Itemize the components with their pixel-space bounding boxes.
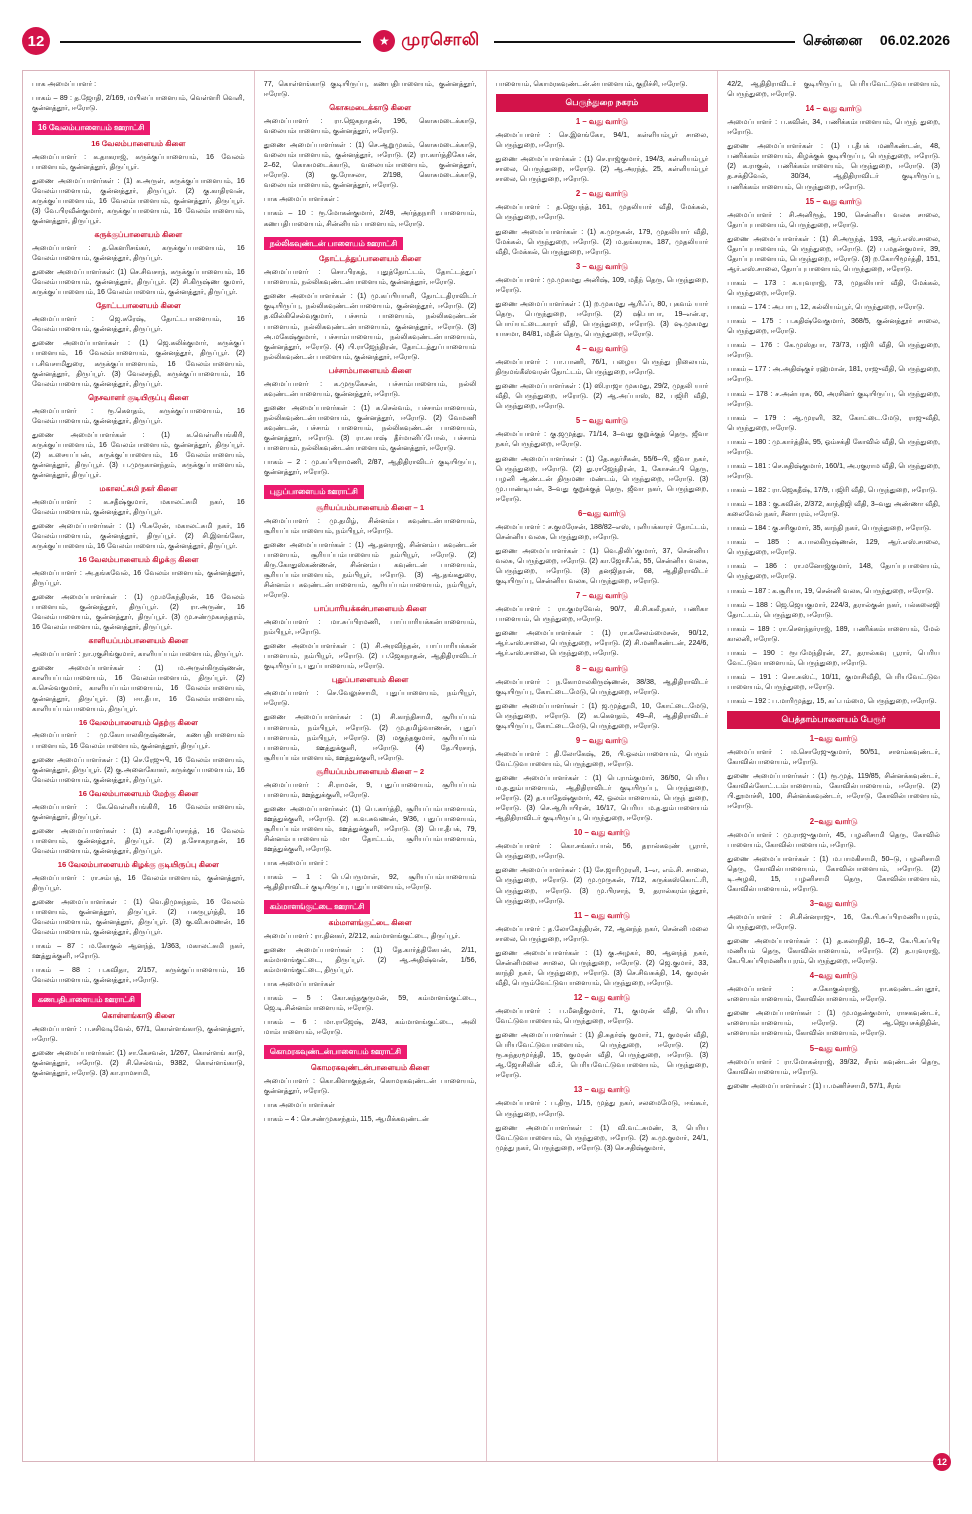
listing-paragraph: பாக அமைப்பாளர் :	[32, 80, 97, 88]
listing-paragraph: அமைப்பாளர் : செ.இளங்கோ, 94/1, கள்ளியம்பூர் சாலை, பெருந்துறை, ஈரோடு.	[495, 131, 709, 150]
listing-paragraph: அமைப்பாளர் : ப.கவின், 34, பணிக்கம்பாளையம், பெருந் துறை, ஈரோடு.	[727, 118, 940, 137]
masthead-rule-left	[60, 41, 361, 43]
listing-paragraph: அமைப்பாளர் : ரூ.கௌதம், கருக்குப்பாளையம், 16 வேலம்பாளையம், குன்னத்தூர், திருப்பூர்.	[32, 406, 245, 425]
listing-paragraph: துணை அமைப்பாளர்கள் : (1) ஜெ.கலிக்குமார், கருக்குப் பாளையம், 16 வேலம்பாளையம், குன்னத்தூர், திருப்பூர். (2) ப.சிவசாமிதுரை, கருக்குப்பாளையம், 16 வேலம்பாளையம், குன்னத்தூர், திருப்பூர். (3) வேலசந்தி, கருக்குப்பாளையம், 16 வேலம்பாளையம், குன்னத்தூர், திருப்பூர்.	[32, 339, 245, 388]
listing-paragraph: துணை அமைப்பாளர்கள் : (1) க.முருகன், 179, முதலியார் வீதி, மேக்கல், பெருந்துறை, ஈரோடு. (2) ம.தங்கராசு, 187, முதலியார் வீதி, மேக்கல், பெருந்துறை, ஈரோடு.	[495, 227, 709, 256]
listing-paragraph: துணை அமைப்பாளர்கள் : (1) வெ.திமுசுந்தம், 16 வேலம் பாளையம், குன்னத்தூர், திருப்பூர். (2) பகருபூர்த்தி, 16 வேலம்பாளையம், குன்னத்தூர், திருப்பூர். (3) கு.வி.சுமணன், 16 வேலம்பாளையம், குன்னத்தூர், திருப்பூர்.	[32, 897, 245, 937]
listing-paragraph: பாகம் – 87 : ம.கோகுல் ஆனந்த், 1/363, மகாலட்சுமி நகர், ஊத்துக்குளி, ஈரோடு.	[32, 942, 245, 961]
ward-heading: 1 – வது வார்டு	[575, 117, 628, 127]
column-3	[486, 71, 718, 1461]
column-2	[254, 71, 486, 1461]
panchayat-heading-label: கணபதிபாளையம் ஊராட்சி	[32, 993, 141, 1007]
listing-paragraph: துணை அமைப்பாளர்கள் : (1) க.செல்வம், பச்சாம்பாளையம், நல்லிகவுண்டன்பாளையம், குன்னத்தூர், ஈரோடு. (2) வேமணி கவுண்டன், பச்சாம் பாளையம், நல்லிகவுண்டன் பாளையம், குன்னத்தூர், ஈரோடு. (3) ரா.சுபாஷ் தீர்மானிப்போல், பச்சாம் பாளையம், நல்லிகவுண்டன்பாளையம், குன்னத்தூர், ஈரோடு.	[263, 403, 477, 452]
panchayat-heading-label: கொமரகவுண்டன்பாளையம் ஊராட்சி	[264, 1045, 407, 1059]
listing-paragraph: துணை அமைப்பாளர்கள் : (1) சே.ஜாரிமுரளி, 1–எ, எம்.சி. சாலை, பெருந்துறை, ஈரோடு. (2) மு.முருகன், 7/12, கருக்கஸ்கொட்.ரி, பெருந்துறை, ஈரோடு. (3) மு.பிரசாந், 9, தரால்கரம்பத்தூர், பெருந்துறை, ஈரோடு.	[495, 866, 709, 905]
listing-paragraph: துணை அமைப்பாளர்கள் : (1) செ.ஆறுமுகம், கொசுமடைக்காடு, வலையம்பாளையம், குன்னத்தூர், ஈரோடு. (2) ரா.கார்த்திகேயன், 2–62, கொசுமடைக்காடு, வலையம்பாளையம், குன்னத்தூர், ஈரோடு. (3) கு.ரோசலா, 2/198, கொசுமடைக்காடு, வலையம்பாளையம், குன்னத்தூர், ஈரோடு.	[263, 141, 477, 190]
listing-paragraph: பாகம் – 1 : பெ.பெருமாள், 92, சூரியப்பம்பாளையம் ஆதிதிராவிடர் குடியிருப்பு, புதுப்பாளையம், ஈரோடு.	[263, 873, 477, 892]
branch-heading: நெசவாளர் குடியிருப்பு கிளை	[88, 392, 189, 402]
town-heading: பெத்தாம்பாளையம் பேரூர்	[727, 711, 940, 729]
ward-heading: 14 – வது வார்டு	[805, 104, 862, 114]
listing-paragraph: அமைப்பாளர் : சொ.பிரகத், புதுத்தோட்டம், தோட்டத்துப் பாளையம், நல்லிகவுண்டன்பாளையம், குன்னத்தூர், ஈரோடு.	[263, 268, 477, 287]
listing-paragraph: பாக அமைப்பாளர்கள்	[263, 1101, 335, 1110]
content-frame	[22, 70, 950, 1467]
listing-paragraph: பாகம் – 187 : க.சூரியா, 19, சென்னி வலசு, பெருந்துறை, ஈரோடு.	[727, 586, 934, 595]
branch-heading: சூரியப்பம்பாளையம் கிளை – 1	[316, 502, 425, 512]
listing-paragraph: அமைப்பாளர் : மா.சுப்பிரமணி, பாப்பாரியக்கன்பாளையம், நம்பியூர், ஈரோடு.	[263, 618, 477, 637]
listing-paragraph: அமைப்பாளர் : கொ.சங்கர்.பால், 56, தரால்கவுண் பூரார், பெருந்துறை, ஈரோடு.	[495, 842, 709, 861]
listing-paragraph: பாகம் – 4 : செ.சண்முகசந்தம், 115, ஆமிக்கவுண்டன்	[263, 1115, 429, 1124]
listing-paragraph: அமைப்பாளர் : மு.ராஜுகுமார், 45, பழனிசாமி தெரு, கோவில் பாளையம், கோவில்பாளையம், ஈரோடு.	[727, 830, 940, 849]
listing-paragraph: பாகம் – 2 : மு.கப்பிராமணி, 2/87, ஆதிதிராவிடர் குடியிருப்பு, குன்னத்தூர், ஈரோடு.	[263, 458, 477, 477]
ward-heading: 10 – வது வார்டு	[573, 828, 631, 838]
listing-paragraph: பாகம் – 173 : க.யுவராஜ், 73, முதலியார் வீதி, மேக்கல், பெருந்துறை, ஈரோடு.	[727, 278, 940, 297]
panchayat-heading-label: நல்லிகவுண்டன் பாளையம் ஊராட்சி	[264, 237, 403, 251]
ward-heading: 11 – வது வார்டு	[573, 910, 630, 920]
edition-date: 06.02.2026	[879, 31, 950, 48]
listing-paragraph: அமைப்பாளர் : ப.சசிவடிவேல், 67/1, கொள்ளங்காடு, குன்னத்தூர், ஈரோடு.	[32, 1025, 245, 1044]
masthead-rule-right	[494, 41, 795, 43]
listing-paragraph: அமைப்பாளர் : ரா.குமரவேல், 90/7, கி.சி.கலீ.நகர், பணிகா பாளையம், பெருந்துறை, ஈரோடு.	[495, 605, 709, 624]
listing-paragraph: பாகம் – 190 : ரூபமேந்திரன், 27, தரால்கவு பூரார், பெரிய வேட்.டுவபாளையம், பெருந்துறை, ஈரோடு.	[727, 648, 940, 667]
listing-paragraph: பாகம் – 179 : ஆ.முரளி, 32, கோட்டை.மேடு, ராஜுவீதி, பெருந்துறை, ஈரோடு.	[727, 413, 940, 432]
branch-heading: 16 வேலம்பாளையம் தெற்கு கிளை	[78, 717, 198, 727]
listing-paragraph: துணை அமைப்பாளர்கள் : (1) ம.அருள்கிருஷ்ணன், காளியப்பம்பாளையம், 16 வேலம்பாளையம், திருப்பூர். (2) க.செல்வகுமார், காளியப்பம்பாளையம், 16 வேலம்பாளையம், குன்னத்தூர், திருப்பூர். (3) ஈா.தீபா, 16 வேலம்பாளையம், காளியப்பம்பாளையம், திருப்பூர்.	[32, 664, 245, 713]
listing-paragraph: துணை அமைப்பாளர்கள் : (1) செ.ராஜ்குமார், 194/3, கள்ளியம்பூர் சாலை, பெருந்துறை, ஈரோடு. (2) ஆ.அரந்த், 25, கள்ளியம்பூர் சாலை, பெருந்துறை, ஈரோடு.	[495, 155, 709, 184]
listing-paragraph: துணை அமைப்பாளர்கள் : (1) தே.கார்த்திகேயன், 2/11, கம்மாளங்குட்டை, திருப்பூர். (2) ஆ.அதிஷ்வன், 1/56, கம்மாளங்குட்டை, திருப்பூர்.	[263, 945, 477, 975]
listing-paragraph: துணை அமைப்பாளர்கள் : (1) க.அருள், கருக்குப்பாளையம், 16 வேலம்பாளையம், குன்னத்தூர், திருப்பூர். (2) கு.காதிரவன், கருக்குப்பாளையம், 16 வேலம்பாளையம், குன்னத்தூர், திருப்பூர். (3) வே.பிரவீன்குமார், கருக்குப்பாளையம், 16 வேலம்பாளையம், குன்னத்தூர், திருப்பூர்.	[32, 176, 245, 226]
listing-paragraph: பாகம் – 191 : சொ.சுஸ்ட், 10/11, குமாசிவீதி, பெரியவேட்.டுவ பாளையம், பெருந்துறை, ஈரோடு.	[727, 672, 940, 691]
newspaper-page	[0, 14, 972, 1514]
listing-paragraph: துணை அமைப்பாளர்கள் : (1) ரா.கசேலம்மைசன், 90/12, ஆர்.எஸ்.சாலை, பெருந்துறை, ஈரோடு. (2) சி.மணிகண்டன், 224/6, ஆர்.எஸ்.சாலை, பெருந்துறை, ஈரோடு.	[495, 629, 709, 658]
panchayat-heading-label: 16 வேலம்பாளையம் ஊராட்சி	[32, 121, 150, 135]
listing-paragraph: பாகம் – 180 : மு.கார்த்திக், 95, ஓம்சக்தி கோவில் வீதி, பெருந்துறை, ஈரோடு.	[727, 437, 940, 456]
panchayat-heading	[32, 989, 245, 1009]
listing-paragraph: துணை அமைப்பாளர்கள் : (1) ற.முகமது ஆரிஃப், 80, புகவம் யார் தெரு, பெருந்துறை, ஈரோடு. (2) ஷி.பாபா, 19–என்.ஏ, பொய்யட்டை.காரர் வீதி, பெருந்துறை, ஈரோடு. (3) ஷ.முகமது யாசமா, 84/81, மதீன் தெரு, பெருந்துறை, ஈரோடு.	[495, 299, 709, 338]
listing-paragraph: அமைப்பாளர் : கொ.கிளாகுத்தன், கொமரகவுண்டன் பாளையம், குன்னத்தூர், ஈரோடு.	[263, 1076, 477, 1096]
branch-heading: பச்சாம்பாளையம் கிளை	[328, 365, 412, 375]
sun-logo-icon: ★	[373, 30, 395, 52]
listing-paragraph: துணை அமைப்பாளர்கள் : (1) சி.அரவிந்தன், பாப்பாரியக்கன் பாளையம், நம்பியூர், ஈரோடு. (2) ப.ஜேகநாதன், ஆதிதிராவிடர் குடியிருப்பு, புதுப்பாளையம், ஈரோடு.	[263, 642, 477, 671]
branch-heading: புதுப்பாளையம் கிளை	[331, 675, 409, 685]
listing-paragraph: அமைப்பாளர் : க.முருகேசன், பச்சாம்பாளையம், நல்லி கவுண்டன்பாளையம், குன்னத்தூர், ஈரோடு.	[263, 379, 477, 398]
ward-heading: 5–வது வார்டு	[809, 1043, 858, 1053]
listing-paragraph: துணை அமைப்பாளர்கள் : (1) பெ.ராம்குமார், 36/50, பெரிய ம.த.தும்பாளையம், ஆதிதிராவிடர் குடியிருப்பு, பெருந்துறை, ஈரோடு. (2) த.யாதேஷ்குமார், 42, ஓலம்பாளையம், பெருந் துறை, ஈரோடு. (3) செ.ஆரிபயிரன், 16/17, பெரிய ம.த.தும்பாளையம் ஆதிதிராவிடர் குடியிருப்பு, பெருந்துறை, ஈரோடு.	[495, 773, 709, 823]
listing-paragraph: அமைப்பாளர் : தி.லோகேஷ், 26, பி.ஓலம்பாளையம், பெரும் வேட்டுவபாளையம், பெருந்துறை, ஈரோடு.	[495, 749, 709, 768]
listing-paragraph: அமைப்பாளர் : ப.திரு, 1/15, முத்து நகர், சலமைமேடு, ஈங்கூர், பெருந்துறை, ஈரோடு.	[495, 1099, 709, 1118]
listing-paragraph: துணை அமைப்பாளர்கள்: (1) பெ.கார்த்தி, சூரியப்பம்பாளையம், ஊத்துக்குளி, ஈரோடு. (2) க.வ.சுவணன், 9/36, புதுப்பாளையம், சூரியப்பம்பாளையம், ஊத்துக்குளி, ஈரோடு. (3) பொ.தீபக், 79, சின்னம்பபாளையம் மா தோட்டம், சூரியப்பம்பாளையம், ஊத்துக்குளி, ஈரோடு.	[263, 804, 477, 853]
listing-paragraph: பாகம் – 176 : கே.முஸ்தபா, 73/73, பஜிரி வீதி, பெருந்துறை, ஈரோடு.	[727, 341, 940, 360]
listing-paragraph: துணை அமைப்பாளர்கள் : (1) செ.ரேஜுபி, 16 வேலம்பாளையம், குன்னத்தூர், திருப்பூர். (2) கு.அனைகோகர், கருக்குப்பாளையம், 16 வேலம்பாளையம், குன்னத்தூர், திருப்பூர்.	[32, 755, 245, 784]
panchayat-heading	[264, 896, 477, 916]
ward-heading: 1–வது வார்டு	[809, 734, 858, 744]
listing-paragraph: பாகம் – 184 : கு.சரிகுமார், 35, காந்தி நகர், பெருந்துறை, ஈரோடு.	[727, 524, 932, 533]
listing-paragraph: துணை அமைப்பாளர்கள் : (1) ப.மணிச்சாமி, 57/1, சீரங்	[727, 1081, 901, 1090]
ward-heading: 3–வது வார்டு	[809, 898, 858, 908]
listing-paragraph: பாகம் – 89 : த.ஜோதி, 2/169, மயிலப்பாளையம், வெள்ளரி வெளி, குன்னத்தூர், ஈரோடு.	[32, 94, 245, 113]
branch-heading: 16 வேலம்பாளையம் மேற்கு கிளை	[78, 788, 199, 798]
listing-paragraph: துணை அமைப்பாளர்கள் : (1) ஸி.ராஜா முகமது, 29/2, முதலி யார் வீதி, பெருந்துறை, ஈரோடு. (2) ஆ.அப்பாஸ், 82, பஜிரி வீதி, பெருந்துறை, ஈரோடு.	[495, 382, 709, 411]
listing-paragraph: அமைப்பாளர் : செ.வேலுச்சாமி, புதுப்பாளையம், நம்பியூர், ஈரோடு.	[263, 689, 477, 708]
ward-heading: 6–வது வார்டு	[578, 508, 626, 518]
listing-paragraph: துணை அமைப்பாளர்கள் : (1) ச.மதுசிப்ரசாந்த், 16 வேலம் பாளையம், குன்னத்தூர், திருப்பூர். (2) த.சோகநாதன், 16 வேலம்பாளையம், குன்னத்தூர், திருப்பூர்.	[32, 826, 245, 855]
listing-paragraph: அமைப்பாளர் : ப.மீனதீகுமார், 71, குமரன் வீதி, பெரிய வேட்டுவபாளையம், பெருந்துறை, ஈரோடு.	[495, 1007, 709, 1026]
listing-paragraph: பாகம் – 189 : ரா.செளந்தர்ராஜ், 189, பணிக்கம்பாளையம், மேல் காலனி, ஈரோடு.	[727, 624, 940, 643]
columns	[23, 71, 949, 1461]
edition-city: சென்னை	[802, 31, 863, 48]
ward-heading: 7 – வது வார்டு	[575, 591, 628, 601]
listing-paragraph: பாகம் – 186 : ரா.மனோஜ்குமார், 148, தோப்புபாளையம், பெருந்துறை, ஈரோடு.	[727, 562, 940, 581]
panchayat-heading	[264, 1041, 477, 1061]
listing-paragraph: பாகம் – 6 : மா.ராஜேஷ், 2/43, கம்மாளங்குட்டை, அலி மாம்பாளையம், ஈரோடு.	[263, 1018, 477, 1037]
listing-paragraph: துணை அமைப்பாளர்கள் : (1) மு.மகேந்திரன், 16 வேலம் பாளையம், குன்னத்தூர், திருப்பூர். (2) ரா.அருண், 16 வேலம்பாளையம், குன்னத்தூர், திருப்பூர். (3) மு.சண்முகசுந்தரம், 16 வேலம்பாளையம், குன்னத்தூர், திருப்பூர்.	[32, 593, 245, 632]
listing-paragraph: அமைப்பாளர் : ம.சொரேஜுகுமார், 50/51, சாளம்கவுண்டர், கோவில்பாளையம், ஈரோடு.	[727, 748, 940, 767]
listing-paragraph: துணை அமைப்பாளர்கள் : (1) மு.கப்பியாளி, தோட்டதிராவிடர் குடியிருப்பு, நல்லிகவுண்டன்பாளையம், குன்னத்தூர், ஈரோடு. (2) த.வில்கிசெல்வுகுமார், பச்சாம் பாளையம், நல்லிகவுண்டன் பாளையம், நல்லிகவுண்டன்பாளையம், குன்னத்தூர், ஈரோடு. (3) அ.மகேஷ்குமார், பச்சாம்பாளையம், நல்லிகவுண்டன்பாளையம், குன்னத்தூர், ஈரோடு. (4) பி.ராஜேந்திரன், தோட்டத்துப்பாளையம் நல்லிகவுண்டன் பாளையம், குன்னத்தூர், ஈரோடு.	[263, 292, 477, 361]
ward-heading: 15 – வது வார்டு	[805, 196, 862, 206]
listing-paragraph: அமைப்பாளர் : மு.முகமது அனிஷ், 109, மதீந் தெரு, பெருந்துறை, ஈரோடு.	[495, 275, 709, 294]
listing-paragraph: துணை அமைப்பாளர்கள் : (1) தி.சுதர்ஷ் குமார், 71, குமரன் வீதி, பெரியவேட்டுவபாளையம், பெருந்துறை, ஈரோடு. (2) ரூ.சுந்தரமூர்த்தி, 15, குமரன் வீதி, பெருந்துறை, ஈரோடு. (3) ஆ.ஜோசிலின் வீ.ர், பெரியவேட்டுவபாளையம், பெருந்துறை, ஈரோடு.	[495, 1031, 709, 1080]
ward-heading: 8 – வது வார்டு	[575, 663, 628, 673]
branch-heading: மகாலட்சுமி நகர் கிளை	[99, 483, 178, 493]
listing-paragraph: துணை அமைப்பாளர்கள்: (1) செ.சிவசாந், கருக்குப்பாளையம், 16 வேலம்பாளையம், குன்னத்தூர், திருப்பூர். (2) சி.கிருஷ்ண குமார், கருக்குப்பாளையம், 16 வேலம்பாளையம், குன்னத்தூர், திருப்பூர்.	[32, 268, 245, 297]
listing-paragraph: துணை அமைப்பாளர்கள் : (1) ப.தீபக் மணிகண்டன், 48, பணிக்கம்பாளையம், கிழக்குக் குடியிருப்பு, பெருந்துறை, ஈரோடு. (2) க.ராகுல், பணிக்கம்பாளையம், பெருந்துறை, ஈரோடு. (3) த.சக்திவேல், 30/34, ஆதிதிராவிடர் குடியிருப்பு, பணிக்கம்பாளையம், பெருந்துறை, ஈரோடு.	[727, 142, 940, 191]
listing-paragraph: பாகம் – 175 : ப.கதிஷ்வேகுமார், 368/5, குன்னத்தூர் சாலை, பெருந்துறை, ஈரோடு.	[727, 317, 940, 336]
listing-paragraph: பாகம் – 174 : அ.பாபு, 12, கல்லியம்பூர், பெருந்துறை, ஈரோடு.	[727, 303, 925, 312]
branch-heading: கொமரகவுண்டன்பாளையம் கிளை	[310, 1063, 430, 1073]
listing-paragraph: துணை அமைப்பாளர்கள் : (1) ஜ.முத்துமி, 10, கோட்டை.மேடு, பெருந்துறை, ஈரோடு. (2) க.கௌதம், 49–சி, ஆதிதிராவிடர் குடியிருப்பு, கோட்டை.மேடு, பெருந்துறை, ஈரோடு.	[495, 701, 709, 730]
listing-paragraph: பாக அமைப்பாளர்கள் :	[263, 195, 339, 204]
listing-paragraph: துணை அமைப்பாளர்கள் : (1) வி.வட்.சுமண், 3, பெரிய வேட்டுவபாளையம், பெருந்துறை, ஈரோடு. (2) க.மு.குமார், 24/1, முத்து நகர், பெருந்துறை, ஈரோடு. (3) செ.சதிஷ்குமார்,	[495, 1123, 709, 1152]
listing-paragraph: துணை அமைப்பாளர்கள் : (1) ம.பாமகிசாமி, 50–டு, பழனிசாமி தெரு, கோவில்பாளையம், கோவில்பாளையம், ஈரோடு. (2) டி.அழகி, 15, பழனிசாமி தெரு, கோவில்பாளையம், கோவில்பாளையம், ஈரோடு.	[727, 854, 940, 893]
branch-heading: தோட்டபாளையம் கிளை	[95, 301, 181, 311]
listing-paragraph: அமைப்பாளர் : கே.வெள்ளியங்கிரி, 16 வேலம்பாளையம், குன்னத்தூர், திருப்பூர்.	[32, 802, 245, 821]
listing-paragraph: அமைப்பாளர் : ரா.தினகர், 2/212, கம்மாளங்குட்டை, திருப்பூர்.	[263, 931, 461, 940]
panchayat-heading	[32, 117, 245, 137]
listing-paragraph: பாகம் – 177 : அ.அதிஷ்குர் ரஹ்மான், 181, ராஜுவீதி, பெருந்துறை, ஈரோடு.	[727, 365, 940, 384]
branch-heading: 16 வேலம்பாளையம் கிளை	[91, 138, 186, 148]
listing-paragraph: அமைப்பாளர் : ரா.ஜெகநாதன், 196, கொசுமடைக்காடு, வலையம்பாளையம், குன்னத்தூர், ஈரோடு.	[263, 116, 477, 136]
branch-heading: கம்மாளங்குட்டை கிளை	[328, 917, 412, 927]
listing-paragraph: அமைப்பாளர் : அ.தங்கவேல், 16 வேலம்பாளையம், குன்னத்தூர், திருப்பூர்.	[32, 569, 245, 588]
branch-heading: கருக்குப்பாளையம் கிளை	[94, 230, 183, 240]
listing-paragraph: அமைப்பாளர் : ந.கோமாலகிருஷ்ணன், 38/38, ஆதிதிராவிடர் குடியிருப்பு, கோட்டை.மேடு, பெருந்துறை, ஈரோடு.	[495, 677, 709, 696]
listing-paragraph: துணை அமைப்பாளர்கள் : (1) தே.சுதர்சீகன், 55/6–பி, ஜீவா நகர், பெருந்துறை, ஈரோடு. (2) து.ராஜேந்திரன், 1, கோசன்.பி தெரு, பழனி ஆண்.டன் திருமண மண்டம், பெருந்துறை, ஈரோடு. (3) மு.பாண்டியன், 3–வது குறுக்குத் தெரு, ஜீவா நகர், பெருந்துறை, ஈரோடு.	[495, 454, 709, 503]
branch-heading: சூரியப்பம்பாளையம் கிளை – 2	[316, 766, 425, 776]
listing-paragraph: அமைப்பாளர் : த.ஜெயந்த், 161, முதலியார் வீதி, மேக்கல், பெருந்துறை, ஈரோடு.	[495, 203, 709, 222]
listing-paragraph: பாகம் – 178 : ச.அன்பரசு, 60, அரசினர் குடியிருப்பு, பெருந்துறை, ஈரோடு.	[727, 389, 940, 408]
page-number-badge-bottom: 12	[933, 1453, 951, 1471]
listing-paragraph: அமைப்பாளர் : நா.ரகுசிங்குமார், காளியப்பம்பாளையம், திருப்பூர்.	[32, 650, 244, 659]
listing-paragraph: பாகம் – 185 : க.பாலகிருஷ்ணன், 129, ஆர்.எஸ்.சாலை, பெருந்துறை, ஈரோடு.	[727, 538, 940, 557]
branch-heading: காளியப்பம்பாளையம் கிளை	[88, 636, 189, 646]
listing-paragraph: அமைப்பாளர் : ரா.சம்பத், 16 வேலம்பாளையம், குன்னத்தூர், திருப்பூர்.	[32, 873, 245, 892]
publication-title: முரசொலி	[401, 30, 480, 49]
branch-heading: 16 வேலம்பாளையம் கிழக்கு குடியிருப்பு கிளை	[57, 859, 220, 869]
branch-heading: பாப்பாரியக்கன்பாளையம் கிளை	[313, 604, 427, 614]
listing-paragraph: அமைப்பாளர் : மு.தமிழ், சின்னம்ப கவுண்டன்பாளையம், சூரியப்பம்பாளையம், நம்பியூர், ஈரோடு.	[263, 516, 477, 535]
ward-heading: 2 – வது வார்டு	[575, 189, 628, 199]
listing-paragraph: பாக அமைப்பாளர்கள்	[263, 980, 335, 989]
panchayat-heading	[264, 481, 477, 501]
branch-heading: கொசுமடைக்காடு கிளை	[329, 103, 412, 113]
page-number-badge: 12	[22, 27, 50, 55]
listing-paragraph: அமைப்பாளர் : க.தாகராஜ், கருக்குப்பாளையம், 16 வேலம் பாளையம், குன்னத்தூர், திருப்பூர்.	[32, 152, 245, 171]
listing-paragraph: அமைப்பாளர் : த.லோகேந்திரன், 72, ஆனந்த் நகர், சென்னி மலை சாலை, பெருந்துறை, ஈரோடு.	[495, 924, 709, 943]
listing-paragraph: அமைப்பாளர் : ச.குமரேசன், 188/82–எஸ், புளியக்காரர் தோட்டம், சென்னிய வலசு, பெருந்துறை, ஈரோடு.	[495, 522, 709, 541]
listing-paragraph: பாகம் – 10 : ரூ.மோகன்குமார், 2/49, அர்த்தநாரி பாளையம், கணபதிபாளையம், சின்னியம் பாளையம், ஈரோடு.	[263, 209, 477, 228]
listing-paragraph: அமைப்பாளர் : க.சதீஷ்குமார், மகாலட்சுமி நகர், 16 வேலம்பாளையம், குன்னத்தூர், திருப்பூர்.	[32, 497, 245, 516]
listing-paragraph: துணை அமைப்பாளர்கள் : (1) த.கலாநிதி, 16–2, கே.பி.கப்பிர மணியம் தெரு, கோவில்பாளையம், ஈரோடு. (2) த.யுவராஜ், கே.பி.சுப்பிரமணியபுரம், பெருந்துறை, ஈரோடு.	[727, 937, 940, 966]
listing-paragraph: 77, கொள்ளங்காடு குடியிருப்பு, கணபதிபாளையம், குன்னத்தூர், ஈரோடு.	[263, 80, 477, 99]
listing-paragraph: பாகம் – 182 : ரா.ஜெகதீஷ், 17/9, பஜிரி வீதி, பெருந்துறை, ஈரோடு.	[727, 486, 938, 494]
listing-paragraph: அமைப்பாளர் : ஜெ.சுரேஷ், தோட்டபாளையம், 16 வேலம்பாளையம், குன்னத்தூர், திருப்பூர்.	[32, 315, 245, 334]
listing-paragraph: பாகம் – 183 : கு.கவின், 2/372, காந்திஜி வீதி, 3–வது அண்ணா வீதி, கலைவேல் நகர், சீனாபுரம், ஈரோடு.	[727, 500, 940, 519]
listing-paragraph: துணை அமைப்பாளர்கள் : (1) பி.சுரேன், மகாலட்சுமி நகர், 16 வேலம்பாளையம், குன்னத்தூர், திருப்பூர். (2) சி.இளங்கோ, கருக்குப்பாளையம், 16 வேலம்பாளையம், குன்னத்தூர், திருப்பூர்.	[32, 521, 245, 551]
ward-heading: 13 – வது வார்டு	[573, 1085, 631, 1095]
ward-heading: 5 – வது வார்டு	[575, 416, 628, 426]
listing-paragraph: அமைப்பாளர் : கு.ஜமுத்து, 71/14, 3–வது குறுக்குத் தெரு, ஜீவா நகர், பெருந்துறை, ஈரோடு.	[495, 430, 709, 449]
ward-heading: 12 – வது வார்டு	[573, 993, 631, 1002]
listing-paragraph: துணை அமைப்பாளர்கள் : (1) சி.காந்திசாமி, சூரியப்பம் பாளையம், நம்பியூர், ஈரோடு. (2) மு.தமிழ்வாணன், புதுப் பாளையம், நம்பியூர், ஈரோடு. (3) மகுந்தகுமார், சூரியப்பம் பாளையம், ஊத்துக்குளி, ஈரோடு. (4) தே.பிரசாந், சூரியப்பம்பாளையம், ஊத்துக்குளி, ஈரோடு.	[263, 713, 477, 762]
column-4	[717, 71, 949, 1461]
column-1	[23, 71, 254, 1461]
branch-heading: 16 வேலம்பாளையம் கிழக்கு கிளை	[78, 555, 199, 565]
listing-paragraph: அமைப்பாளர் : பா.பாணி, 76/1, பழைய பெருந்து நிலையம், திருமங்கீஸ்வரன் தோட்டம், பெருந்துறை, ஈரோடு.	[495, 358, 709, 377]
ward-heading: 9 – வது வார்டு	[575, 735, 628, 745]
publication-logo	[367, 30, 486, 52]
town-heading: பெருந்துறை நகரம்	[496, 94, 709, 112]
listing-paragraph: அமைப்பாளர் : ரா.மோகன்ராஜ், 39/32, சீரங் கவுண்டன் தெரு, கோவில்பாளையம், ஈரோடு.	[727, 1057, 940, 1076]
edition-info	[803, 32, 950, 51]
listing-paragraph: துணை அமைப்பாளர்கள் : (1) ஆ.தனராஜ், சின்னம்ப கவுண்டன் பாளையம், சூரியப்பம்பாளையம் நம்பியூர், ஈரோடு. (2) கிரு.கோதுஸ்கண்ணன், சின்னம்ப கவுண்டன் பாளையம், சூரியப்பம்பாளையம், நம்பியூர், ஈரோடு. (3) ஆ.தங்கதுரை, சின்னம்ப கவுண்டன்பாளையம், சூரியப்பம்பாளையம், நம்பியூர், ஈரோடு.	[263, 540, 477, 600]
ward-heading: 3 – வது வார்டு	[575, 261, 628, 271]
panchayat-heading-label: கம்மாளங்குட்டை ஊராட்சி	[264, 900, 371, 914]
listing-paragraph: அமைப்பாளர் : த.கௌரிசங்கர், கருக்குப்பாளையம், 16 வேலம்பாளையம், குன்னத்தூர், திருப்பூர்.	[32, 244, 245, 263]
listing-paragraph: பாகம் – 188 : ஜெ.ஜெயகுமார், 224/3, தரால்குன் நகர், பல்கலைஜி தோட்.டம், பெருந்துறை, ஈரோடு.	[727, 600, 940, 619]
listing-paragraph: பாகம் – 192 : ப.மாரிமுத்து, 15, கப்.பம்மை, பெருந்துறை, ஈரோடு.	[727, 697, 937, 706]
listing-paragraph: துணை அமைப்பாளர்கள்: (1) சா.கேசவன், 1/267, கொள்ளங் காடு, குன்னத்தூர், ஈரோடு. (2) சி.செல்வம், 9382, கொள்ளங்காடு, குன்னத்தூர், ஈரோடு. (3) கா.ராமசாமி,	[32, 1049, 245, 1078]
ward-heading: 4 – வது வார்டு	[575, 344, 628, 354]
ward-heading: 4–வது வார்டு	[809, 971, 858, 981]
listing-paragraph: பாகம் – 5 : கோ.கந்தகுருமன், 59, கம்மாளங்குட்டை, ஜெ.டி.சின்னம்பாளையம், ஈரோடு.	[263, 994, 477, 1013]
branch-heading: தோட்டத்துப்பாளையம் கிளை	[319, 254, 422, 264]
listing-paragraph: பாகம் – 181 : செ.சுதிஷ்குமார், 160/1, அ.ரகுராம வீதி, பெருந்துறை, ஈரோடு.	[727, 461, 940, 480]
ward-heading: 2–வது வார்டு	[809, 816, 858, 826]
panchayat-heading	[264, 233, 477, 253]
listing-paragraph: துணை அமைப்பாளர்கள் : (1) கு.அழகர், 80, ஆனந்த் நகர், சென்னிமலை சாலை, பெருந்துறை, ஈரோடு. (2) ஜெ.குமார், 33, காந்தி நகர், பெருந்துறை, ஈரோடு. (3) செ.சிவசுக்தி, 14, குமரன் வீதி, பெரும்வேட்டுவபாளையம், பெருந்துறை, ஈரோடு.	[495, 948, 709, 987]
listing-paragraph: துணை அமைப்பாளர்கள் : (1) ரூ.முத், 119/85, சின்னக்கவுண்டர், கோவில்கோட்.டம்பாளையம், கோவில்பாளையம், ஈரோடு. (2) பி.தூமாச்சி, 100, சின்னக்கவுண்டர், ஈரோடு, கோவில்பாளையம், ஈரோடு.	[727, 772, 940, 811]
masthead	[22, 14, 950, 68]
listing-paragraph: பாகம் – 88 : ப.கவிதா, 2/157, கருக்குப்பாளையம், 16 வேலம்பாளையம், குன்னத்தூர், ஈரோடு.	[32, 966, 245, 985]
listing-paragraph: அமைப்பாளர் : சி.சின்னராஜு, 16, கே.பி.சுப்பிரமணியபுரம், பெருந்துறை, ஈரோடு.	[727, 912, 940, 931]
branch-heading: கொள்ளங்காடு கிளை	[101, 1011, 175, 1021]
listing-paragraph: துணை அமைப்பாளர்கள் : (1) வெ.திலிப்குமார், 37, சென்னிய வலசு, பெருந்துறை, ஈரோடு. (2) கா.ஜோசீஃக், 55, சென்னிய வலசு, பெருந்துறை, ஈரோடு. (3) தனஜிதரன், 68, ஆதிதிராவிடர் குடியிருப்பு, சென்னிய வலசு, பெருந்துறை, ஈரோடு.	[495, 546, 709, 586]
listing-paragraph: அமைப்பாளர் : மு.கோபாலகிருஷ்ணன், கணபதிபாளையம் பாளையம், 16 வேலம்பாளையம், குன்னத்தூர், திருப்பூர்.	[32, 731, 245, 750]
listing-paragraph: பாளையம், கொமரகவுண்டன்.ன்பாளையம், குறிச்சி, ஈரோடு.	[495, 80, 688, 88]
listing-paragraph: அமைப்பாளர் : சி.ராமன், 9, புதுப்பாளையம், சூரியப்பம் பாளையம், ஊத்துக்குளி, ஈரோடு.	[263, 780, 477, 799]
listing-paragraph: துணை அமைப்பாளர்கள் : (1) மு.மதன்குமார், ராசகவுண்டர், எளையம்பாளையம், ஈரோடு. (2) ஆ.ஜெயசக்திதின், எளையம்பாளையம், கோவில்பாளையம், ஈரோடு.	[727, 1009, 940, 1038]
listing-paragraph: 42/2, ஆதிதிராவிடர் குடியிருப்பு, பெரியவேட்.டுவபாளையம், பெருந்துறை, ஈரோடு.	[727, 80, 940, 99]
listing-paragraph: அமைப்பாளர் : ச.கோகுல்ராஜ், ரா.கவுண்டன்புதூர், எளையம்பாளையம், கோவில்பாளையம், ஈரோடு.	[727, 985, 940, 1004]
listing-paragraph: துணை அமைப்பாளர்கள் : (1) சி.அருந்த், 193, ஆர்.எஸ்.சாலை, தோப்புபாளையம், பெருந்துறை, ஈரோடு. (2) ப.மதன்குமார், 39, தோப்புபாளையம், பெருந்துறை, ஈரோடு. (3) ற.கோபிமூர்த்தி, 151, ஆர்.எஸ்.சாலை, தோப்புபாளையம், பெருந்துறை, ஈரோடு.	[727, 234, 940, 273]
listing-paragraph: அமைப்பாளர் : சி.அனிரூத், 190, சென்னிய வலசு சாலை, தோப்புபாளையம், பெருந்துறை, ஈரோடு.	[727, 210, 940, 229]
panchayat-heading-label: புதுப்பாளையம் ஊராட்சி	[264, 485, 364, 499]
listing-paragraph: துணை அமைப்பாளர்கள் : (1) க.வெள்ளியங்கிரி, கருக்குப்பாளையம், 16 வேலம்பாளையம், குன்னத்தூர், திருப்பூர். (2) க.சையப்பன், கருக்குப்பாளையம், 16 வேலம்பாளையம், குன்னத்தூர், திருப்பூர். (3) ப.முருகானந்தம், கருக்குப்பாளையம், குன்னத்தூர், திருப்பூர்.	[32, 430, 245, 479]
listing-paragraph: பாக அமைப்பாளர் :	[263, 859, 328, 868]
